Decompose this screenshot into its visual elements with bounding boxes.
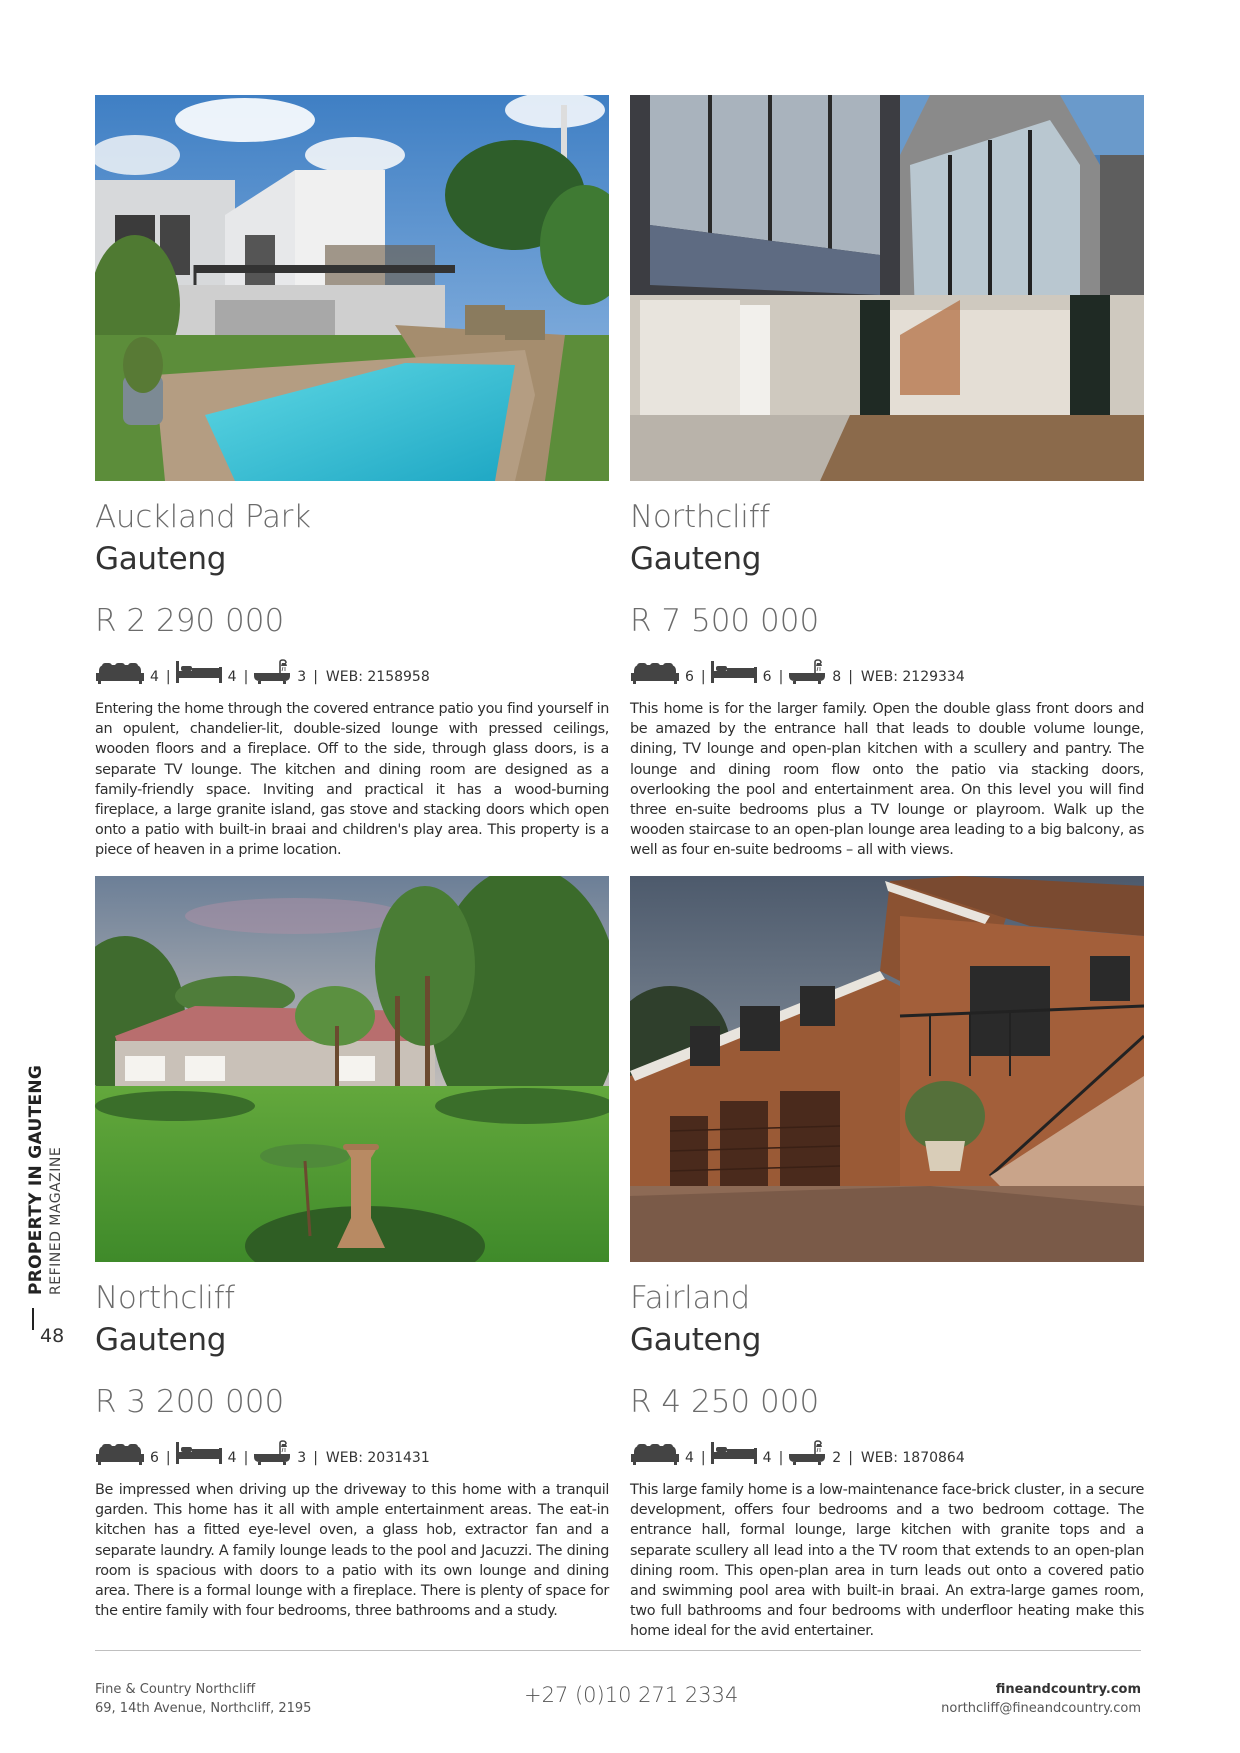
footer-address: 69, 14th Avenue, Northcliff, 2195 bbox=[95, 1701, 312, 1716]
listing-province: Gauteng bbox=[95, 541, 227, 577]
reception-count: 4 bbox=[150, 669, 159, 685]
listing-description: Be impressed when driving up the driveway to this home with a tranquil garden. This home has it all with ample entertainment areas. The eat-in kitchen has a fitted eye-level oven, a glass hob, extractor fan and a separate laundry. A family lounge leads to the pool and Jacuzzi. The dining room is spacious with doors to a patio with its own lounge and dining area. There is a formal lounge with a fireplace. There is plenty of space for the entire family with four bedrooms, three bathrooms and a study. bbox=[95, 1482, 609, 1620]
reception-count: 6 bbox=[685, 669, 694, 685]
listing-price: R 4 250 000 bbox=[630, 1384, 820, 1420]
listing-description: This large family home is a low-maintenance face-brick cluster, in a secure development, offers four bedrooms and a two bedroom cottage. The entrance hall, formal lounge, large kitchen with granite tops and a separate scullery all lead into a the TV room that extends to an open-plan dining room. This open-plan area in turn leads out onto a covered patio and swimming pool area with built-in braai. An extra-large games room, two full bathrooms and four bedrooms with underfloor heating make this home ideal for the avid entertainer. bbox=[630, 1482, 1144, 1640]
page-number: 48 bbox=[40, 1325, 65, 1347]
bedroom-count: 6 bbox=[762, 669, 772, 685]
listing-price: R 7 500 000 bbox=[630, 603, 820, 639]
listing-northcliff-1 bbox=[630, 95, 1144, 861]
listing-specs: 6 | 6 | 8 | WEB: 2129334 bbox=[630, 657, 1144, 685]
side-title-block bbox=[26, 1064, 66, 1295]
side-title: PROPERTY IN GAUTENG bbox=[26, 1064, 46, 1295]
listing-province: Gauteng bbox=[95, 1322, 227, 1358]
listing-northcliff-2 bbox=[95, 876, 609, 1621]
bathroom-count: 3 bbox=[297, 669, 307, 685]
sofa-icon bbox=[630, 659, 680, 685]
footer-website-link[interactable]: fineandcountry.com bbox=[995, 1682, 1141, 1697]
web-reference: WEB: 2158958 bbox=[325, 669, 430, 685]
garden-lawn-photo bbox=[95, 876, 609, 1262]
bed-icon bbox=[710, 1440, 758, 1466]
footer-company: Fine & Country Northcliff bbox=[95, 1682, 256, 1697]
bathroom-count: 3 bbox=[297, 1450, 307, 1466]
sofa-icon bbox=[95, 659, 145, 685]
bedroom-count: 4 bbox=[227, 1450, 237, 1466]
bed-icon bbox=[175, 1440, 223, 1466]
listing-specs: 6 | 4 | 3 | WEB: 2031431 bbox=[95, 1438, 609, 1466]
bedroom-count: 4 bbox=[227, 669, 237, 685]
footer-office bbox=[95, 1680, 311, 1718]
bedroom-count: 4 bbox=[762, 1450, 772, 1466]
reception-count: 4 bbox=[685, 1450, 694, 1466]
house-with-pool-photo bbox=[95, 95, 609, 481]
footer-divider bbox=[95, 1650, 1141, 1651]
listing-suburb: Auckland Park bbox=[95, 499, 311, 535]
listing-auckland-park bbox=[95, 95, 609, 861]
listing-specs: 4 | 4 | 2 | WEB: 1870864 bbox=[630, 1438, 1144, 1466]
listing-province: Gauteng bbox=[630, 541, 762, 577]
bath-icon bbox=[787, 659, 827, 685]
bathroom-count: 2 bbox=[832, 1450, 842, 1466]
face-brick-house-photo bbox=[630, 876, 1144, 1262]
bathroom-count: 8 bbox=[832, 669, 842, 685]
listing-suburb: Northcliff bbox=[630, 499, 770, 535]
listing-fairland bbox=[630, 876, 1144, 1642]
sofa-icon bbox=[630, 1440, 680, 1466]
bath-icon bbox=[787, 1440, 827, 1466]
listing-price: R 2 290 000 bbox=[95, 603, 285, 639]
bath-icon bbox=[252, 659, 292, 685]
side-subtitle: REFINED MAGAZINE bbox=[48, 1146, 64, 1295]
web-reference: WEB: 2031431 bbox=[325, 1450, 430, 1466]
bath-icon bbox=[252, 1440, 292, 1466]
web-reference: WEB: 1870864 bbox=[860, 1450, 965, 1466]
listing-suburb: Northcliff bbox=[95, 1280, 235, 1316]
footer-contact bbox=[941, 1680, 1141, 1718]
listing-province: Gauteng bbox=[630, 1322, 762, 1358]
footer-email-link[interactable]: northcliff@fineandcountry.com bbox=[941, 1701, 1141, 1716]
listing-description: Entering the home through the covered entrance patio you find yourself in an opulent, chandelier-lit, double-sized lounge with pressed ceilings, wooden floors and a fireplace. Off to the side, through glass doors, is a separate TV lounge. The kitchen and dining room are designed as a family-friendly space. Inviting and practical it has a wood-burning fireplace, a large granite island, gas stove and stacking doors which open onto a patio with built-in braai and children's play area. This property is a piece of heaven in a prime location. bbox=[95, 701, 609, 859]
bed-icon bbox=[710, 659, 758, 685]
listing-description: This home is for the larger family. Open the double glass front doors and be amazed by the entrance hall that leads to double volume lounge, dining, TV lounge and open-plan kitchen with a scullery and pantry. The lounge and dining room flow onto the patio via stacking doors, overlooking the pool and entertainment area. On this level you will find three en-suite bedrooms plus a TV lounge or playroom. Walk up the wooden staircase to an open-plan lounge area leading to a big balcony, as well as four en-suite bedrooms – all with views. bbox=[630, 701, 1144, 859]
modern-glass-house-photo bbox=[630, 95, 1144, 481]
listing-price: R 3 200 000 bbox=[95, 1384, 285, 1420]
bed-icon bbox=[175, 659, 223, 685]
listing-specs: 4 | 4 | 3 | WEB: 2158958 bbox=[95, 657, 609, 685]
listing-suburb: Fairland bbox=[630, 1280, 750, 1316]
reception-count: 6 bbox=[150, 1450, 159, 1466]
footer-phone[interactable]: +27 (0)10 271 2334 bbox=[524, 1683, 739, 1707]
sofa-icon bbox=[95, 1440, 145, 1466]
web-reference: WEB: 2129334 bbox=[860, 669, 965, 685]
side-divider bbox=[32, 1308, 34, 1330]
